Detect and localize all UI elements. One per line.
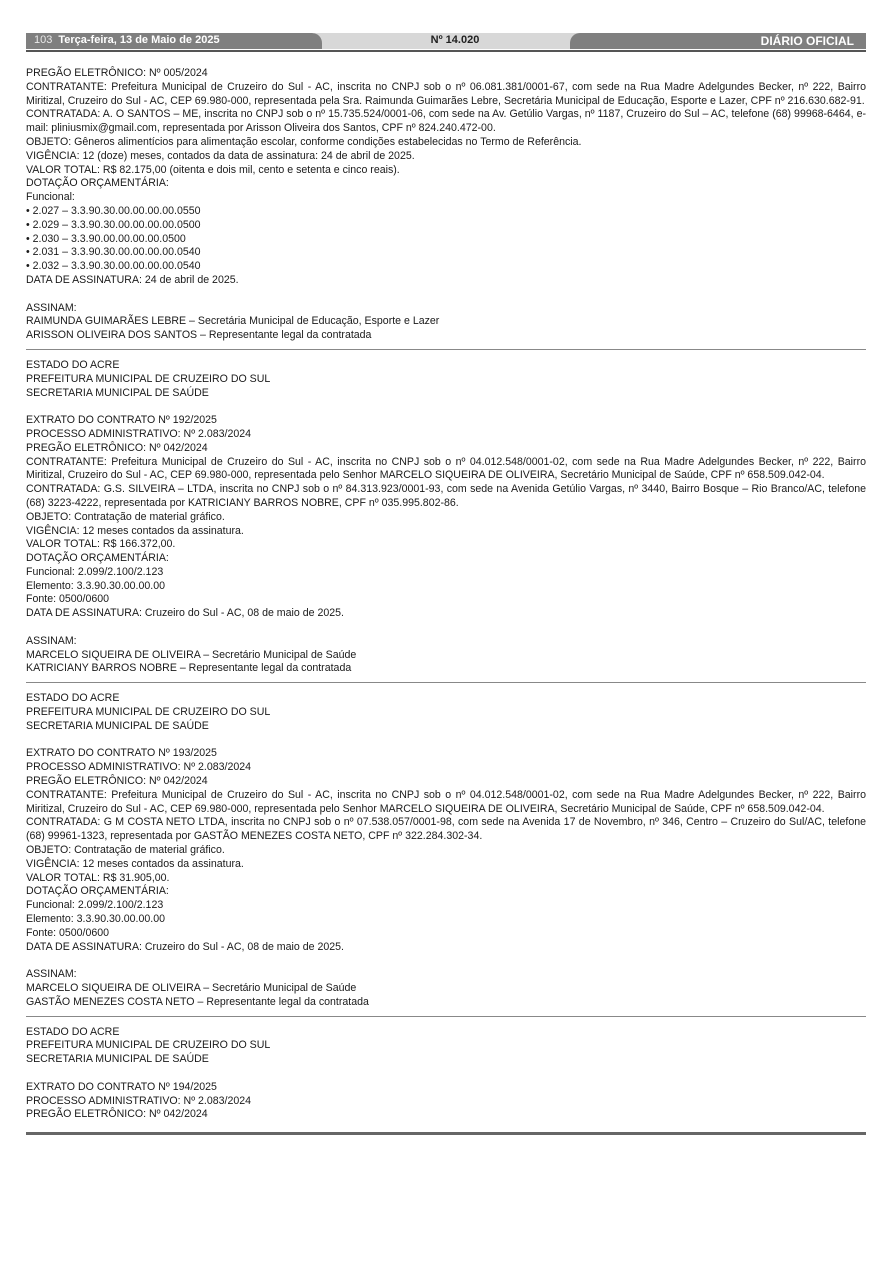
pregao-line: PREGÃO ELETRÔNICO: Nº 042/2024 (26, 441, 208, 454)
dotacao-line: DOTAÇÃO ORÇAMENTÁRIA: (26, 885, 169, 898)
signatory-line: MARCELO SIQUEIRA DE OLIVEIRA – Secretário Municipal de Saúde (26, 982, 357, 994)
spacer (26, 621, 866, 635)
contratada-paragraph: CONTRATADA: G M COSTA NETO LTDA, inscrita no CNPJ sob o nº 07.538.057/0001-98, com sede na Avenida 17 de Novembro, nº 346, Centro – Cruzeiro do Sul/AC, telefone (68) 99961-1323, representada por GASTÃO MENEZES COSTA NETO, CPF nº 322.284.302-34. (26, 816, 869, 843)
spacer (26, 400, 866, 414)
secretaria-line: SECRETARIA MUNICIPAL DE SAÚDE (26, 386, 209, 399)
processo-line: PROCESSO ADMINISTRATIVO: Nº 2.083/2024 (26, 1094, 252, 1107)
header-left (34, 34, 220, 46)
contract-block-2 (26, 358, 869, 676)
signatory-line: RAIMUNDA GUIMARÃES LEBRE – Secretária Municipal de Educação, Esporte e Lazer (26, 315, 440, 328)
prefeitura-line: PREFEITURA MUNICIPAL DE CRUZEIRO DO SUL (26, 1039, 271, 1052)
spacer (26, 1067, 866, 1081)
signatory-line: ARISSON OLIVEIRA DOS SANTOS – Representante legal da contratada (26, 329, 372, 342)
document-page (26, 30, 869, 1135)
contratante-paragraph: CONTRATANTE: Prefeitura Municipal de Cruzeiro do Sul - AC, inscrita no CNPJ sob o nº 04.012.548/0001-02, com sede na Rua Madre Adelgundes Becker, nº 222, Bairro Miritizal, Cruzeiro do Sul - AC, CEP 69.980-000, representada pelo Senhor MARCELO SIQUEIRA DE OLIVEIRA, Secretário Municipal de Saúde, CPF nº 658.509.042-04. (26, 788, 869, 815)
valor-line: VALOR TOTAL: R$ 82.175,00 (oitenta e dois mil, cento e setenta e cinco reais). (26, 163, 400, 176)
pregao-line: PREGÃO ELETRÔNICO: Nº 005/2024 (26, 67, 208, 79)
section-divider (26, 1016, 866, 1017)
page-bottom-rule (26, 1132, 866, 1135)
data-assinatura-line: DATA DE ASSINATURA: Cruzeiro do Sul - AC, 08 de maio de 2025. (26, 940, 344, 953)
extrato-line: EXTRATO DO CONTRATO Nº 192/2025 (26, 414, 217, 427)
funcional-item: • 2.029 – 3.3.90.30.00.00.00.00.0500 (26, 218, 201, 231)
document-body (26, 67, 869, 1135)
secretaria-line: SECRETARIA MUNICIPAL DE SAÚDE (26, 1053, 209, 1066)
vigencia-line: VIGÊNCIA: 12 meses contados da assinatura. (26, 857, 244, 870)
data-assinatura-line: DATA DE ASSINATURA: 24 de abril de 2025. (26, 273, 239, 286)
contratada-paragraph: CONTRATADA: G.S. SILVEIRA – LTDA, inscrita no CNPJ sob o nº 84.313.923/0001-93, com sede na Avenida Getúlio Vargas, nº 3440, Bairro Bosque – Rio Branco/AC, telefone (68) 3223-4222, representada por KATRICIANY BARROS NOBRE, CPF nº 035.995.802-86. (26, 483, 869, 509)
spacer (26, 954, 866, 968)
secretaria-line: SECRETARIA MUNICIPAL DE SAÚDE (26, 719, 209, 732)
prefeitura-line: PREFEITURA MUNICIPAL DE CRUZEIRO DO SUL (26, 372, 271, 385)
vigencia-line: VIGÊNCIA: 12 (doze) meses, contados da data de assinatura: 24 de abril de 2025. (26, 149, 415, 162)
funcional-item: • 2.027 – 3.3.90.30.00.00.00.00.0550 (26, 204, 201, 217)
spacer (26, 734, 866, 748)
valor-line: VALOR TOTAL: R$ 166.372,00. (26, 538, 176, 551)
signatory-line: KATRICIANY BARROS NOBRE – Representante legal da contratada (26, 662, 352, 675)
pregao-line: PREGÃO ELETRÔNICO: Nº 042/2024 (26, 1108, 208, 1121)
contratante-paragraph: CONTRATANTE: Prefeitura Municipal de Cruzeiro do Sul - AC, inscrita no CNPJ sob o nº 06.081.381/0001-67, com sede na Rua Madre Adelgundes Becker, nº 222, Bairro Miritizal, Cruzeiro do Sul - AC, CEP 69.980-000, representada pela Sra. Raimunda Guimarães Lebre, Secretária Municipal de Educação, Esporte e Lazer, CPF nº 216.630.682-91. (26, 80, 869, 107)
assinam-line: ASSINAM: (26, 968, 77, 981)
objeto-line: OBJETO: Contratação de material gráfico. (26, 510, 225, 523)
data-assinatura-line: DATA DE ASSINATURA: Cruzeiro do Sul - AC, 08 de maio de 2025. (26, 607, 344, 620)
vigencia-line: VIGÊNCIA: 12 meses contados da assinatura. (26, 524, 244, 537)
header-rule (26, 50, 866, 52)
elemento-line: Elemento: 3.3.90.30.00.00.00 (26, 913, 166, 926)
dotacao-line: DOTAÇÃO ORÇAMENTÁRIA: (26, 177, 169, 190)
processo-line: PROCESSO ADMINISTRATIVO: Nº 2.083/2024 (26, 427, 252, 440)
valor-line: VALOR TOTAL: R$ 31.905,00. (26, 871, 170, 884)
contract-block-1 (26, 67, 869, 343)
dotacao-line: DOTAÇÃO ORÇAMENTÁRIA: (26, 552, 169, 565)
funcional-line: Funcional: (26, 191, 75, 204)
signatory-line: MARCELO SIQUEIRA DE OLIVEIRA – Secretário Municipal de Saúde (26, 648, 357, 661)
contract-block-3 (26, 692, 869, 1009)
contratante-paragraph: CONTRATANTE: Prefeitura Municipal de Cruzeiro do Sul - AC, inscrita no CNPJ sob o nº 04.012.548/0001-02, com sede na Rua Madre Adelgundes Becker, nº 222, Bairro Miritizal, Cruzeiro do Sul - AC, CEP 69.980-000, representada pelo Senhor MARCELO SIQUEIRA DE OLIVEIRA, Secretário Municipal de Saúde, CPF nº 658.509.042-04. (26, 455, 869, 482)
edition-number: Nº 14.020 (430, 34, 480, 46)
signatory-line: GASTÃO MENEZES COSTA NETO – Representante legal da contratada (26, 995, 369, 1008)
section-divider (26, 682, 866, 683)
funcional-line: Funcional: 2.099/2.100/2.123 (26, 565, 164, 578)
assinam-line: ASSINAM: (26, 634, 77, 647)
pregao-line: PREGÃO ELETRÔNICO: Nº 042/2024 (26, 775, 208, 788)
processo-line: PROCESSO ADMINISTRATIVO: Nº 2.083/2024 (26, 761, 252, 774)
estado-line: ESTADO DO ACRE (26, 692, 120, 705)
header-date: Terça-feira, 13 de Maio de 2025 (58, 34, 220, 46)
contract-block-4 (26, 1026, 866, 1123)
estado-line: ESTADO DO ACRE (26, 358, 120, 371)
estado-line: ESTADO DO ACRE (26, 1025, 120, 1038)
page-number: 103 (34, 34, 53, 46)
spacer (26, 288, 866, 302)
contratada-paragraph: CONTRATADA: A. O SANTOS – ME, inscrita no CNPJ sob o nº 15.735.524/0001-06, com sede na Av. Getúlio Vargas, nº 1187, Cruzeiro do Sul – AC, telefone (68) 99968-6464, e-mail: pliniusmix@gmail.com, representada por Arisson Oliveira dos Santos, CPF nº 824.240.472-00. (26, 108, 866, 135)
publication-title: DIÁRIO OFICIAL (760, 34, 854, 48)
section-divider (26, 349, 866, 350)
funcional-line: Funcional: 2.099/2.100/2.123 (26, 899, 164, 912)
elemento-line: Elemento: 3.3.90.30.00.00.00 (26, 579, 166, 592)
objeto-line: OBJETO: Contratação de material gráfico. (26, 844, 225, 857)
funcional-item: • 2.031 – 3.3.90.30.00.00.00.00.0540 (26, 246, 201, 259)
funcional-item: • 2.032 – 3.3.90.30.00.00.00.00.0540 (26, 260, 201, 273)
extrato-line: EXTRATO DO CONTRATO Nº 194/2025 (26, 1080, 217, 1093)
funcional-item: • 2.030 – 3.3.90.00.00.00.00.0500 (26, 232, 186, 245)
prefeitura-line: PREFEITURA MUNICIPAL DE CRUZEIRO DO SUL (26, 706, 271, 719)
fonte-line: Fonte: 0500/0600 (26, 926, 110, 939)
objeto-line: OBJETO: Gêneros alimentícios para alimentação escolar, conforme condições estabelecidas no Termo de Referência. (26, 135, 582, 148)
fonte-line: Fonte: 0500/0600 (26, 593, 110, 606)
assinam-line: ASSINAM: (26, 301, 77, 314)
extrato-line: EXTRATO DO CONTRATO Nº 193/2025 (26, 747, 217, 760)
page-header (26, 30, 866, 54)
